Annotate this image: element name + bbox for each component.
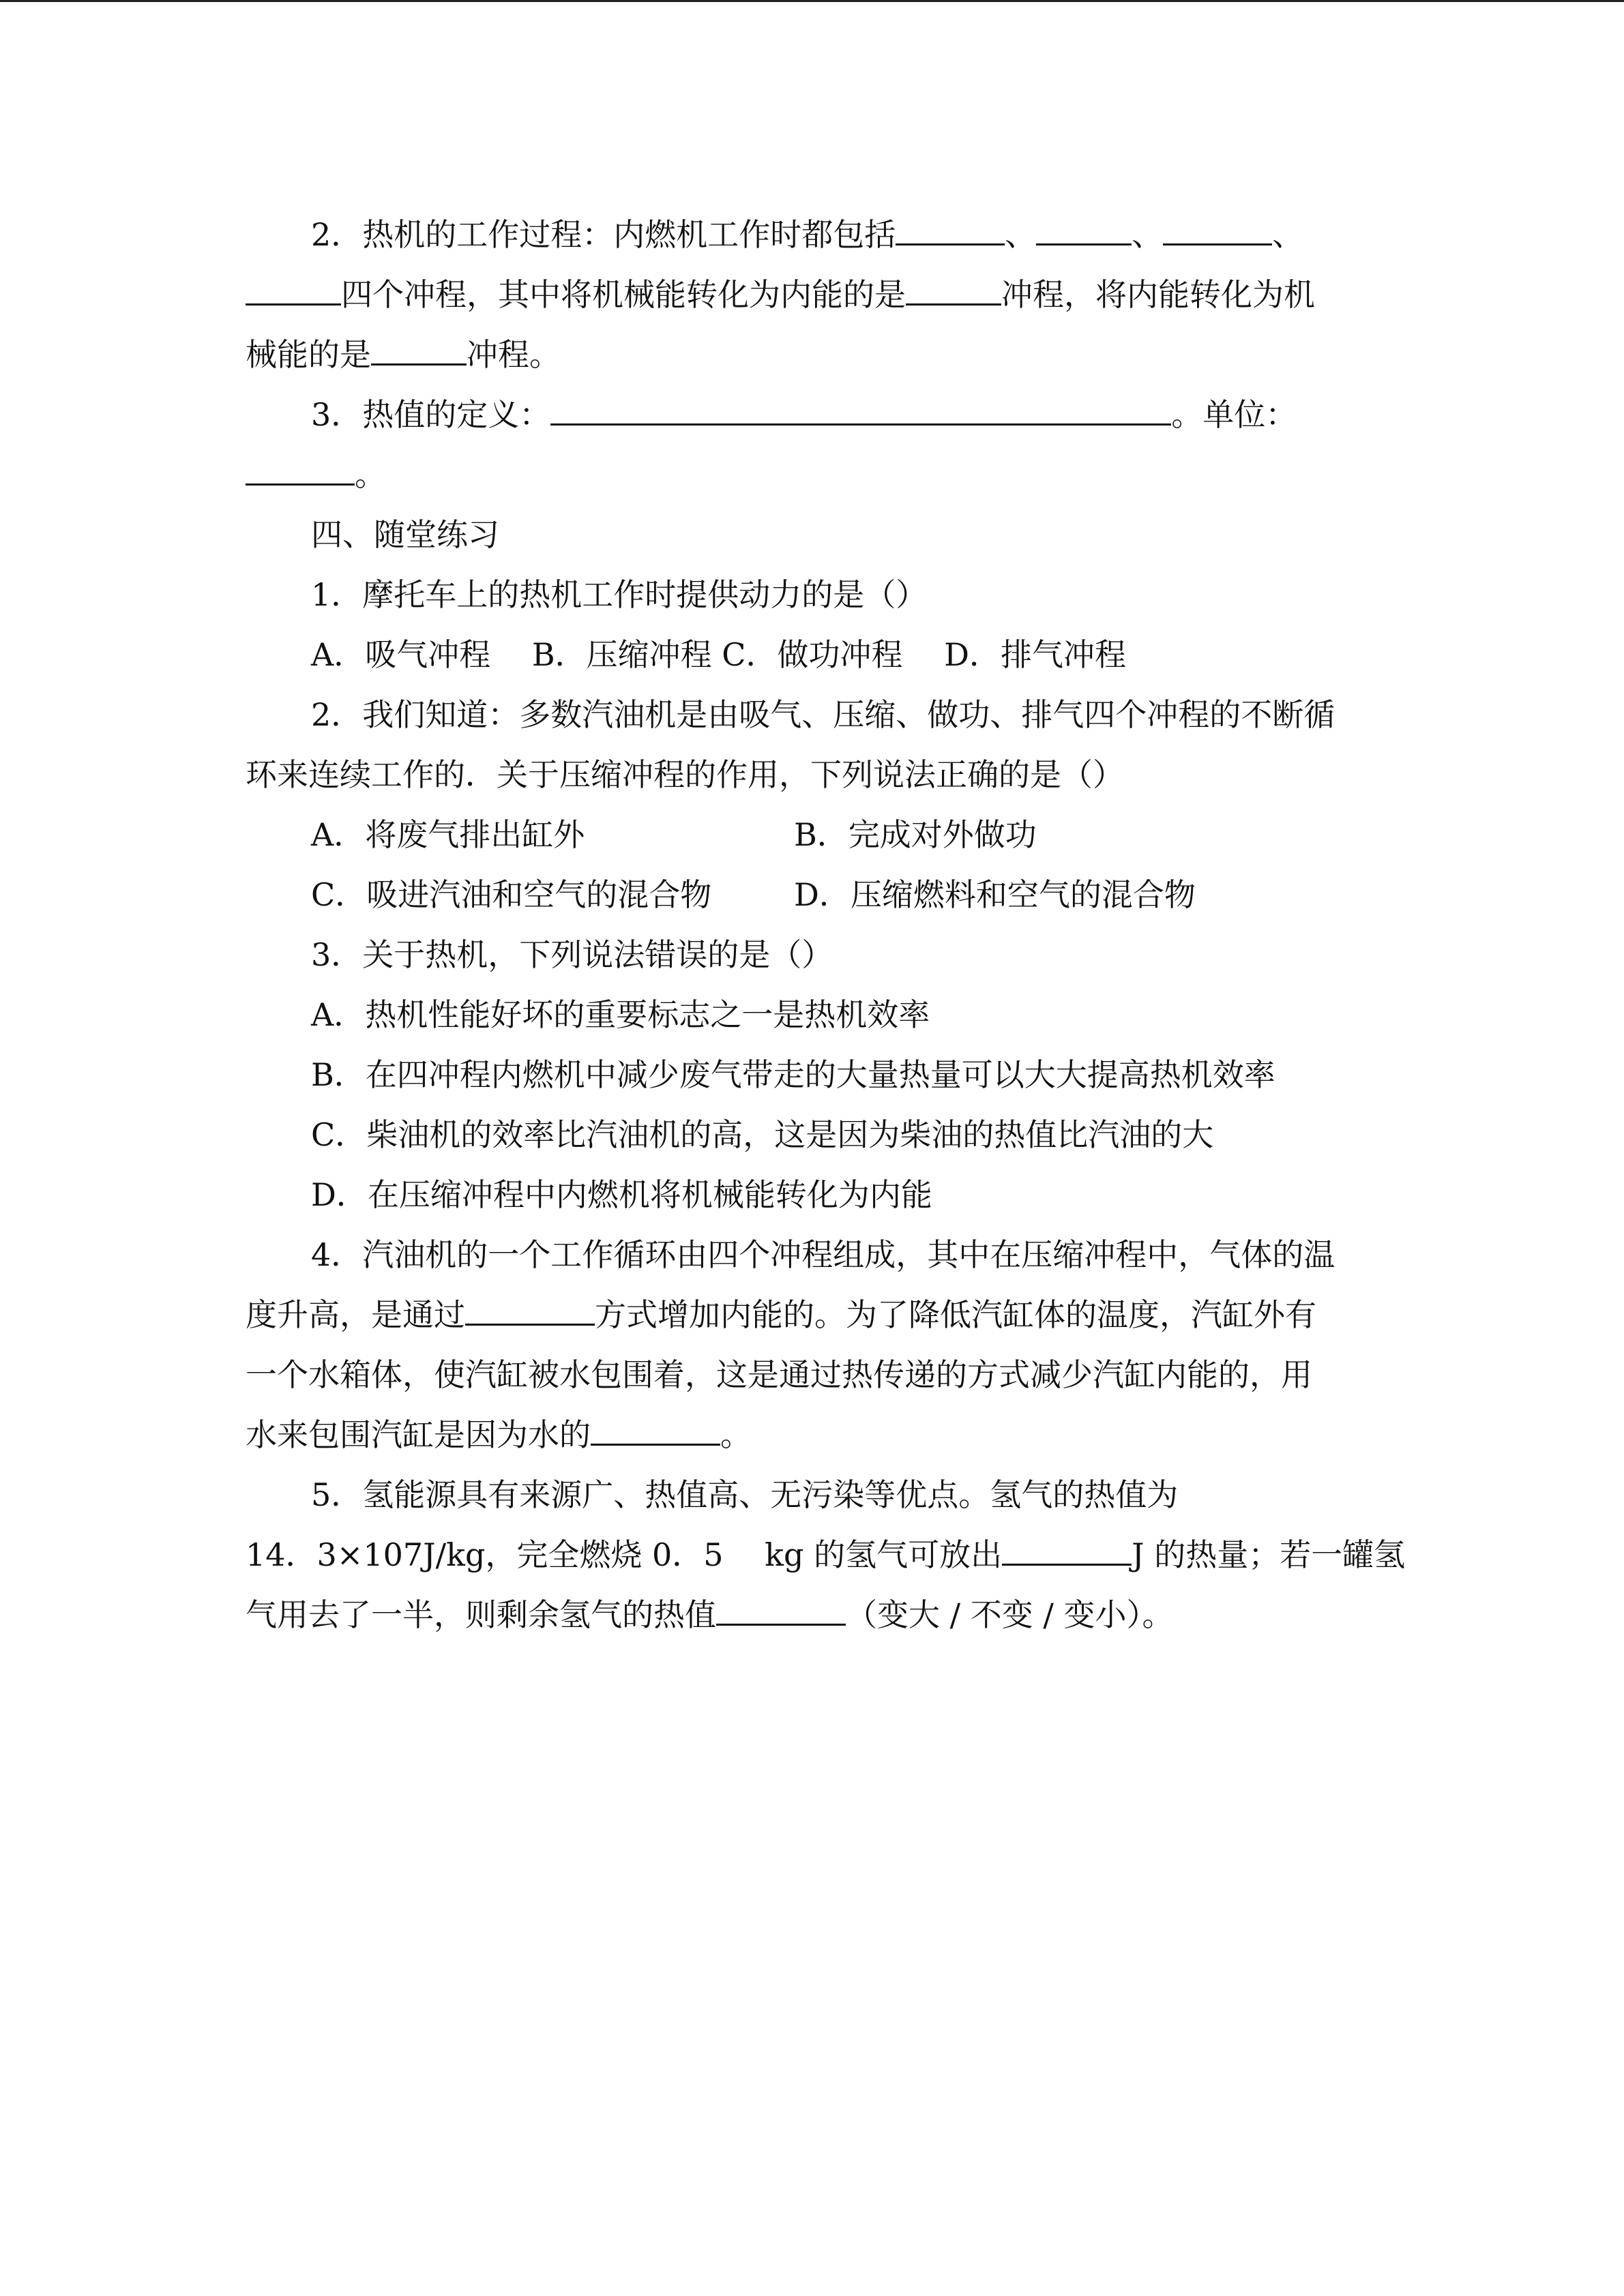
separator: 、: [1272, 216, 1304, 253]
q2-text: 冲程，将内能转化为机: [1001, 276, 1315, 313]
blank-heat-value-definition[interactable]: [550, 396, 1171, 426]
ex4-text: 方式增加内能的。为了降低汽缸体的温度，汽缸外有: [595, 1296, 1316, 1333]
blank-stroke-3[interactable]: [1163, 216, 1272, 245]
ex4-text: 水来包围汽缸是因为水的: [246, 1416, 591, 1453]
ex3-option-b: B．在四冲程内燃机中减少废气带走的大量热量可以大大提高热机效率: [311, 1056, 1275, 1093]
separator: 、: [1005, 216, 1037, 253]
ex4-line-3: 一个水箱体，使汽缸被水包围着，这是通过热传递的方式减少汽缸内能的，用: [246, 1356, 1312, 1393]
ex5-line-3: [246, 1585, 1378, 1645]
ex3-option-d: D．在压缩冲程中内燃机将机械能转化为内能: [311, 1176, 932, 1213]
ex5-line-1: 5．氢能源具有来源广、热值高、无污染等优点。氢气的热值为: [311, 1476, 1179, 1513]
q3-text: 。单位：: [1171, 396, 1297, 433]
ex4-line-1: 4．汽油机的一个工作循环由四个冲程组成，其中在压缩冲程中，气体的温: [311, 1236, 1335, 1273]
q2-text: 四个冲程，其中将机械能转化为内能的是: [341, 276, 906, 313]
ex1-options: A．吸气冲程 B．压缩冲程 C．做功冲程 D．排气冲程: [311, 636, 1126, 673]
q3-text: 3．热值的定义：: [311, 396, 551, 433]
ex2-stem-line-1: 2．我们知道：多数汽油机是由吸气、压缩、做功、排气四个冲程的不断循: [311, 696, 1335, 733]
ex5-text: 气用去了一半，则剩余氢气的热值: [246, 1596, 716, 1633]
ex4-line-2: [246, 1285, 1378, 1345]
ex3-stem: 3．关于热机，下列说法错误的是（）: [311, 936, 833, 973]
q3-text: 。: [355, 456, 386, 493]
q2-text: 冲程。: [467, 336, 561, 373]
blank-stroke-2[interactable]: [1036, 216, 1132, 245]
page-top-border: [0, 0, 1624, 2]
q2-line-3: [246, 325, 1378, 385]
blank-ex4-water-property[interactable]: [591, 1416, 720, 1446]
ex4-text: 度升高，是通过: [246, 1296, 465, 1333]
blank-ex5-heat[interactable]: [1002, 1536, 1132, 1566]
ex1-stem: 1．摩托车上的热机工作时提供动力的是（）: [311, 576, 928, 613]
ex5-text: 14．3×107J/kg，完全燃烧 0．5 kg 的氢气可放出: [246, 1536, 1003, 1573]
q2-text: 2．热机的工作过程：内燃机工作时都包括: [311, 216, 896, 253]
ex5-text: （变大 / 不变 / 变小）。: [846, 1596, 1174, 1633]
blank-stroke-4[interactable]: [246, 276, 341, 305]
ex2-option-c: C．吸进汽油和空气的混合物: [311, 876, 712, 913]
blank-heat-value-unit[interactable]: [246, 456, 355, 486]
blank-mech-to-internal[interactable]: [906, 276, 1001, 305]
blank-internal-to-mech[interactable]: [371, 336, 467, 366]
ex5-line-2: [246, 1525, 1406, 1585]
blank-ex5-heat-value[interactable]: [716, 1596, 846, 1626]
ex2-options-row-1: [246, 805, 1378, 865]
q2-line-2: [246, 265, 1378, 325]
ex3-option-c: C．柴油机的效率比汽油机的高，这是因为柴油的热值比汽油的大: [311, 1116, 1214, 1153]
blank-ex4-method[interactable]: [465, 1296, 595, 1326]
ex4-text: 。: [720, 1416, 752, 1453]
ex2-option-d: D．压缩燃料和空气的混合物: [794, 876, 1196, 913]
ex2-stem-line-2: 环来连续工作的．关于压缩冲程的作用，下列说法正确的是（）: [246, 756, 1124, 793]
q3-line-1: [246, 385, 1378, 445]
ex4-line-4: [246, 1405, 1378, 1465]
ex2-options-row-2: [246, 865, 1378, 925]
q2-text: 械能的是: [246, 336, 371, 373]
separator: 、: [1132, 216, 1164, 253]
ex3-option-a: A．热机性能好坏的重要标志之一是热机效率: [311, 996, 930, 1033]
ex5-text: J 的热量；若一罐氢: [1132, 1536, 1406, 1573]
ex2-option-a: A．将废气排出缸外: [311, 816, 585, 853]
q3-line-2: [246, 445, 1378, 505]
worksheet-body: [246, 205, 1406, 1645]
ex2-option-b: B．完成对外做功: [794, 816, 1037, 853]
q2-line-1: [246, 205, 1378, 265]
blank-stroke-1[interactable]: [896, 216, 1005, 245]
section-title: 四、随堂练习: [311, 516, 499, 553]
